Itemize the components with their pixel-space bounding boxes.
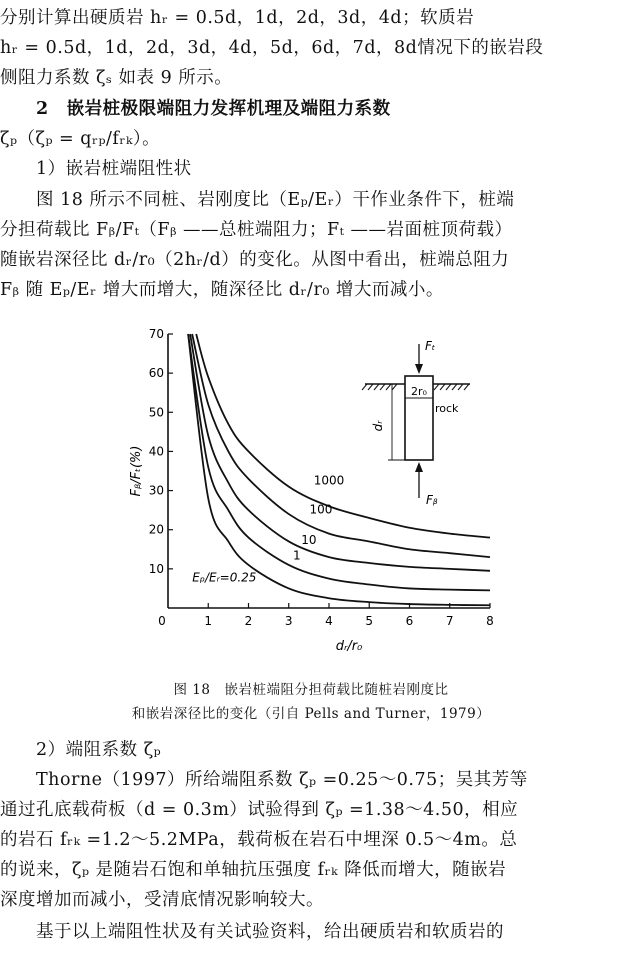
series-line-1: [196, 334, 490, 538]
ground-hatch: [392, 384, 397, 390]
text-line: 随嵌岩深径比 dᵣ/r₀（2hᵣ/d）的变化。从图中看出，桩端总阻力: [0, 250, 510, 270]
x-tick-label: 8: [486, 614, 494, 628]
rock-label: rock: [435, 402, 459, 415]
pile-inset-diagram: [362, 339, 470, 507]
ground-hatch: [452, 384, 457, 390]
x-tick-label: 4: [325, 614, 333, 628]
diameter-label: 2r₀: [411, 385, 427, 398]
text-line: 图 18 所示不同桩、岩刚度比（Eₚ/Eᵣ）干作业条件下，桩端: [36, 190, 515, 210]
y-tick-label: 50: [148, 405, 164, 420]
base-load-label: Fᵦ: [426, 493, 438, 507]
section-heading: 2 嵌岩桩极限端阻力发挥机理及端阻力系数: [36, 99, 391, 119]
subheading: 2）端阻系数 ζₚ: [36, 740, 162, 760]
arrow-head: [415, 462, 423, 472]
depth-label: dᵣ: [371, 420, 385, 432]
ground-hatch: [464, 384, 469, 390]
ground-hatch: [386, 384, 391, 390]
text-line: 侧阻力系数 ζₛ 如表 9 所示。: [0, 68, 233, 88]
series-line-5: [188, 334, 490, 605]
series-label: Eₚ/Eᵣ=0.25: [192, 570, 257, 585]
ground-hatch: [440, 384, 445, 390]
text-line: 深度增加而减小，受清底情况影响较大。: [0, 890, 324, 910]
text-line: Thorne（1997）所给端阻系数 ζₚ =0.25～0.75；吴其芳等: [36, 770, 528, 790]
ground-hatch: [362, 384, 367, 390]
y-tick-label: 20: [148, 522, 164, 537]
section-heading-cont: ζₚ（ζₚ = qᵣₚ/fᵣₖ）。: [0, 129, 161, 149]
figure-caption: 图 18 嵌岩桩端阻分担荷载比随桩岩刚度比: [173, 682, 449, 698]
ground-hatch: [458, 384, 463, 390]
y-tick-label: 60: [148, 366, 164, 381]
text-line: 分担荷载比 Fᵦ/Fₜ（Fᵦ ——总桩端阻力；Fₜ ——岩面桩顶荷载）: [0, 220, 513, 240]
x-tick-label: 3: [284, 614, 293, 628]
x-tick-label: 0: [158, 614, 166, 628]
ground-hatch: [434, 384, 439, 390]
text-line: 的岩石 fᵣₖ =1.2～5.2MPa，载荷板在岩石中埋深 0.5～4m。总: [0, 830, 518, 850]
y-tick-label: 10: [148, 561, 164, 576]
text-line: 分别计算出硬质岩 hᵣ = 0.5d，1d，2d，3d，4d；软质岩: [0, 8, 475, 28]
series-label: 10: [301, 533, 317, 548]
x-tick-label: 7: [445, 614, 454, 628]
y-tick-label: 40: [148, 444, 164, 459]
x-tick-label: 6: [405, 614, 414, 628]
ground-hatch: [446, 384, 451, 390]
ground-hatch: [374, 384, 379, 390]
text-line: hᵣ = 0.5d，1d，2d，3d，4d，5d，6d，7d，8d情况下的嵌岩段: [0, 38, 544, 58]
text-line: 的说来，ζₚ 是随岩石饱和单轴抗压强度 fᵣₖ 降低而增大，随嵌岩: [0, 860, 507, 880]
text-line: 基于以上端阻性状及有关试验资料，给出硬质岩和软质岩的: [36, 922, 504, 942]
series-label: 1000: [313, 473, 345, 488]
series-label: 100: [309, 502, 333, 517]
x-tick-label: 5: [365, 614, 374, 628]
series-label: 1: [292, 548, 301, 563]
arrow-head: [415, 364, 423, 374]
top-load-label: Fₜ: [425, 339, 436, 353]
subheading: 1）嵌岩桩端阻性状: [36, 159, 192, 179]
figure-18-chart: [120, 322, 520, 654]
x-tick-label: 2: [244, 614, 253, 628]
ground-hatch: [368, 384, 373, 390]
y-tick-label: 30: [148, 483, 164, 498]
text-line: 通过孔底载荷板（d = 0.3m）试验得到 ζₚ =1.38～4.50，相应: [0, 800, 519, 820]
y-tick-label: 70: [148, 327, 164, 341]
y-axis-label: Fᵦ/Fₜ(%): [129, 445, 144, 497]
ground-hatch: [380, 384, 385, 390]
x-tick-label: 1: [204, 614, 213, 628]
figure-caption: 和嵌岩深径比的变化（引自 Pells and Turner，1979）: [131, 706, 491, 722]
series-line-3: [190, 334, 490, 571]
x-axis-label: dᵣ/r₀: [335, 639, 363, 654]
text-line: Fᵦ 随 Eₚ/Eᵣ 增大而增大，随深径比 dᵣ/r₀ 增大而减小。: [0, 280, 444, 300]
